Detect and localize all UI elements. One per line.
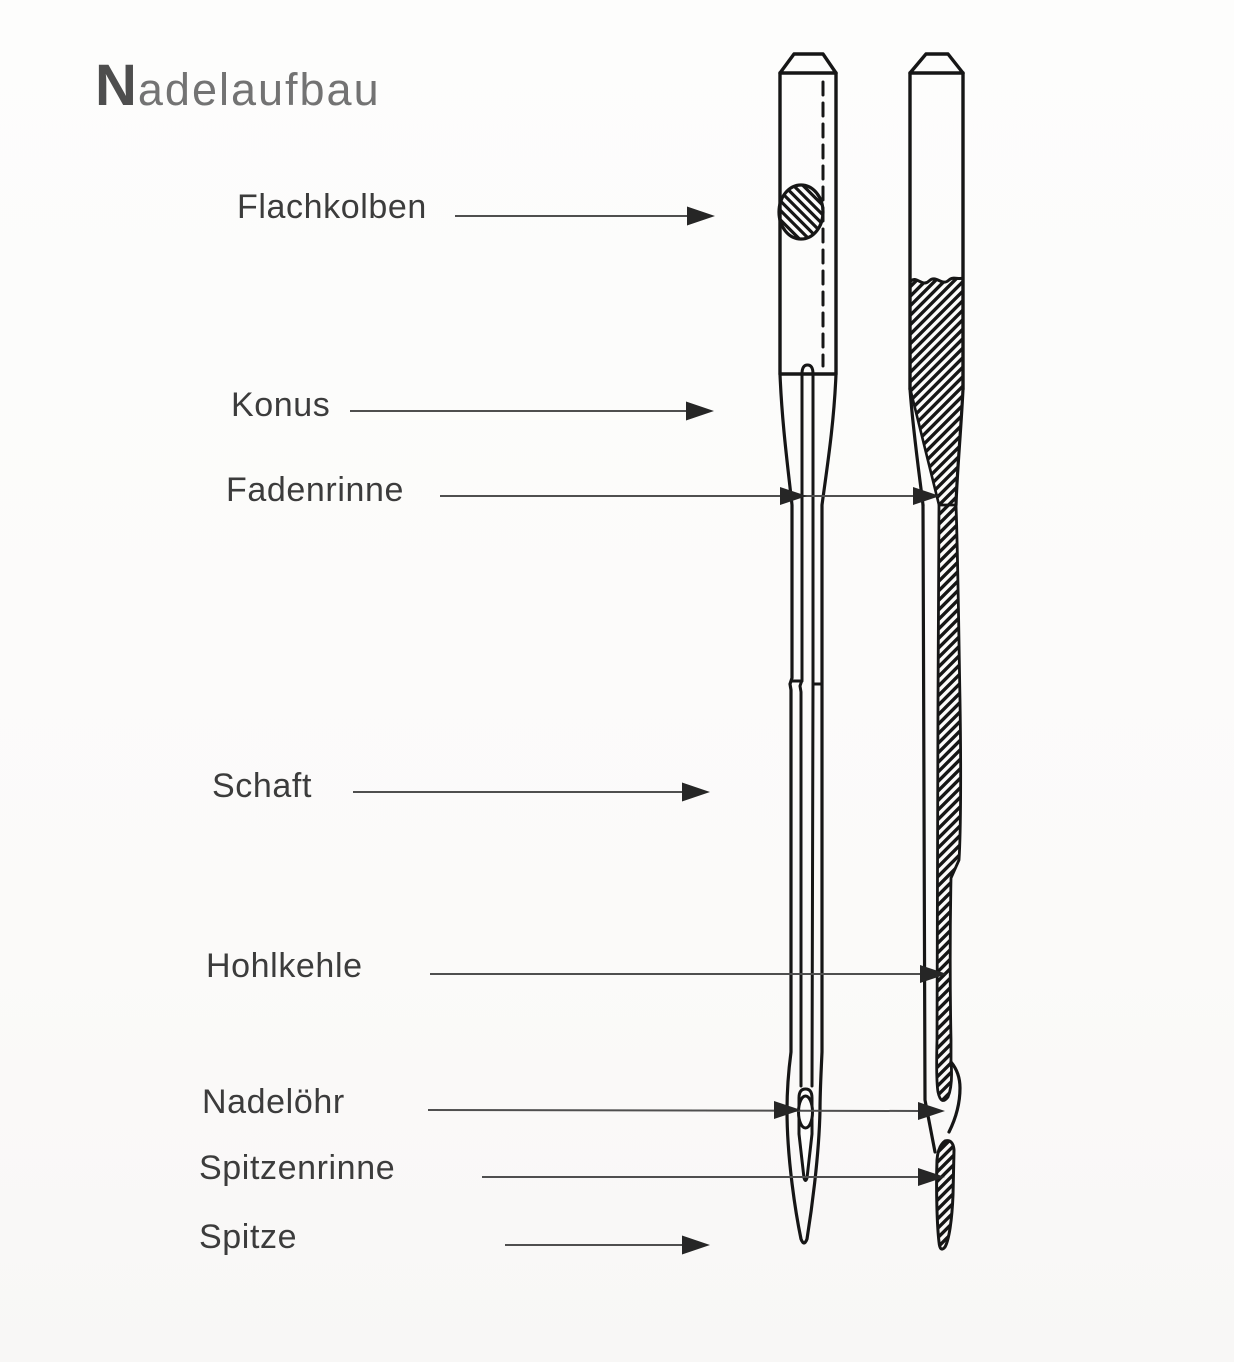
side-point-hatch (937, 1141, 954, 1249)
front-flat-spot (779, 185, 823, 239)
label-fadenrinne: Fadenrinne (226, 471, 405, 509)
label-konus: Konus (231, 386, 331, 424)
page-title (95, 52, 381, 119)
front-butt-chamfer (780, 54, 836, 73)
arrowhead (682, 1236, 710, 1255)
arrow-schaft (353, 783, 710, 802)
label-nadeloehr: Nadelöhr (202, 1083, 345, 1121)
label-spitze: Spitze (199, 1218, 298, 1256)
front-thread-groove (800, 365, 813, 1086)
arrowhead (686, 402, 714, 421)
front-break-marks (792, 681, 822, 684)
arrow-spitzenrinne (482, 1168, 945, 1186)
side-body-left-edge (923, 505, 935, 1152)
needle-front-view (779, 54, 836, 1243)
arrowhead (687, 207, 715, 226)
arrow-hohlkehle (430, 965, 947, 983)
arrow-konus (350, 402, 714, 421)
label-spitzenrinne: Spitzenrinne (199, 1149, 396, 1187)
arrow-flachkolben (455, 207, 715, 226)
arrow-nadeloehr (428, 1101, 945, 1120)
needle-side-view (910, 54, 963, 1249)
front-eye-hole (799, 1096, 813, 1128)
arrowhead (918, 1102, 945, 1120)
page-title-rest: adelaufbau (137, 64, 381, 115)
label-flachkolben: Flachkolben (237, 188, 427, 226)
arrow-fadenrinne (440, 487, 940, 505)
label-schaft: Schaft (212, 767, 312, 805)
label-hohlkehle: Hohlkehle (206, 947, 363, 985)
callout-arrows (350, 207, 947, 1255)
arrowhead (682, 783, 710, 802)
page-title-initial: N (95, 53, 138, 118)
side-groove-band (937, 505, 961, 1101)
side-butt-chamfer (910, 54, 963, 73)
arrow-spitze (505, 1236, 710, 1255)
